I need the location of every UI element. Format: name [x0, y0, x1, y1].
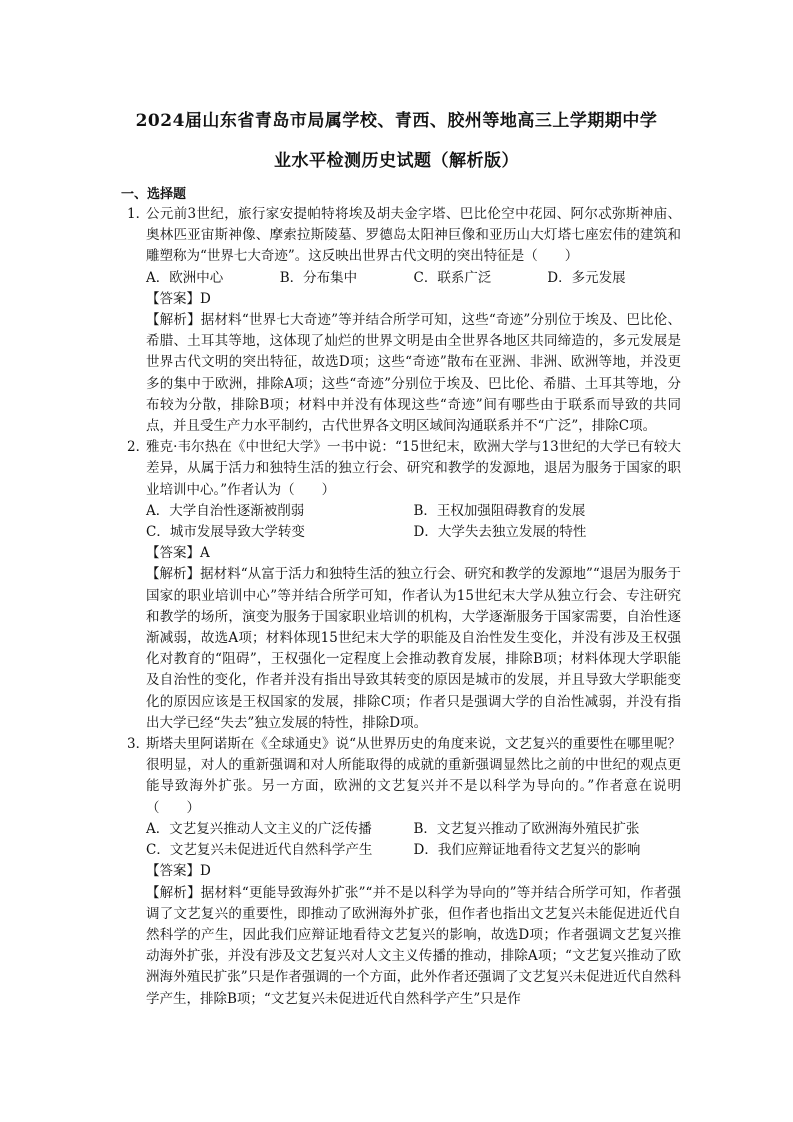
answer: 【答案】A — [146, 545, 210, 562]
option-c: C．联系广泛 — [413, 269, 492, 286]
document-title-line-1: 2024届山东省青岛市局属学校、青西、胶州等地高三上学期期中学 — [135, 111, 658, 131]
option-a: A．欧洲中心 — [146, 269, 224, 286]
question-number: 2． — [127, 439, 150, 456]
question-stem: 雅克·韦尔热在《中世纪大学》一书中说：“15世纪末，欧洲大学与13世纪的大学已有较大差异，从属于活力和独特生活的独立行会、研究和教学的发源地，退居为服务于国家的职业培训中心。”作者认为（ ） — [146, 439, 681, 498]
question-2 — [121, 437, 681, 734]
option-list — [146, 501, 681, 543]
option-b: B．分布集中 — [279, 269, 358, 286]
question-stem: 公元前3世纪，旅行家安提帕特将埃及胡夫金字塔、巴比伦空中花园、阿尔忒弥斯神庙、奥林匹亚宙斯神像、摩索拉斯陵墓、罗德岛太阳神巨像和亚历山大灯塔七座宏伟的建筑和雕塑称为“世界七大奇迹”。这反映出世界古代文明的突出特征是（ ） — [146, 206, 681, 265]
answer: 【答案】D — [146, 863, 211, 880]
option-d: D．多元发展 — [547, 269, 626, 286]
option-b: B．文艺复兴推动了欧洲海外殖民扩张 — [413, 820, 640, 837]
question-number: 3． — [127, 736, 150, 753]
option-a: A．文艺复兴推动人文主义的广泛传播 — [146, 820, 372, 837]
option-d: D．我们应辩证地看待文艺复兴的影响 — [413, 842, 641, 859]
option-b: B．王权加强阻碍教育的发展 — [413, 502, 586, 519]
document-title-line-2: 业水平检测历史试题（解析版） — [274, 151, 519, 171]
option-a: A．大学自治性逐渐被削弱 — [146, 502, 305, 519]
questions-body — [121, 204, 681, 1010]
option-c: C．文艺复兴未促进近代自然科学产生 — [146, 842, 373, 859]
option-list — [146, 819, 681, 861]
answer: 【答案】D — [146, 290, 211, 307]
option-list — [146, 268, 681, 289]
question-1 — [121, 204, 681, 437]
option-c: C．城市发展导致大学转变 — [146, 524, 305, 541]
analysis: 【解析】据材料“从富于活力和独特生活的独立行会、研究和教学的发源地”“退居为服务于国家的职业培训中心”等并结合所学可知，作者认为15世纪末大学从独立行会、专注研究和教学的场所，演变为服务于国家职业培训的机构，大学逐渐服务于国家需要，自治性逐渐减弱，故选A项；材料体现15世纪末大学的职能及自治性发生变化，并没有涉及王权强化对教育的“阻碍”，王权强化一定程度上会推动教育发展，排除B项；材料体现大学职能及自治性的变化，作者并没有指出导致其转变的原因是城市的发展，并且导致大学职能变化的原因应该是王权国家的发展，排除C项；作者只是强调大学的自治性减弱，并没有指出大学已经“失去”独立发展的特性，排除D项。 — [146, 566, 681, 731]
analysis: 【解析】据材料“世界七大奇迹”等并结合所学可知，这些“奇迹”分别位于埃及、巴比伦、希腊、土耳其等地，这体现了灿烂的世界文明是由全世界各地区共同缔造的，多元发展是世界古代文明的突出特征，故选D项；这些“奇迹”散布在亚洲、非洲、欧洲等地，并没更多的集中于欧洲，排除A项；这些“奇迹”分别位于埃及、巴比伦、希腊、土耳其等地，分布较为分散，排除B项；材料中并没有体现这些“奇迹”间有哪些由于联系而导致的共同点，并且受生产力水平制约，古代世界各文明区域间沟通联系并不“广泛”，排除C项。 — [146, 312, 681, 435]
analysis: 【解析】据材料“更能导致海外扩张”“并不是以科学为导向的”等并结合所学可知，作者强调了文艺复兴的重要性，即推动了欧洲海外扩张，但作者也指出文艺复兴未能促进近代自然科学的产生，因此我们应辩证地看待文艺复兴的影响，故选D项；作者强调文艺复兴推动海外扩张，并没有涉及文艺复兴对人文主义传播的推动，排除A项；“文艺复兴推动了欧洲海外殖民扩张”只是作者强调的一个方面，此外作者还强调了文艺复兴未促进近代自然科学产生，排除B项；“文艺复兴未促进近代自然科学产生”只是作 — [146, 884, 681, 1007]
question-stem: 斯塔夫里阿诺斯在《全球通史》说“从世界历史的角度来说，文艺复兴的重要性在哪里呢？很明显，对人的重新强调和对人所能取得的成就的重新强调显然比之前的中世纪的观点更能导致海外扩张。另一方面，欧洲的文艺复兴并不是以科学为导向的。”作者意在说明（ ） — [146, 736, 681, 816]
question-3 — [121, 734, 681, 1010]
section-heading: 一、选择题 — [121, 187, 187, 202]
option-d: D．大学失去独立发展的特性 — [413, 524, 587, 541]
question-number: 1． — [127, 206, 150, 222]
